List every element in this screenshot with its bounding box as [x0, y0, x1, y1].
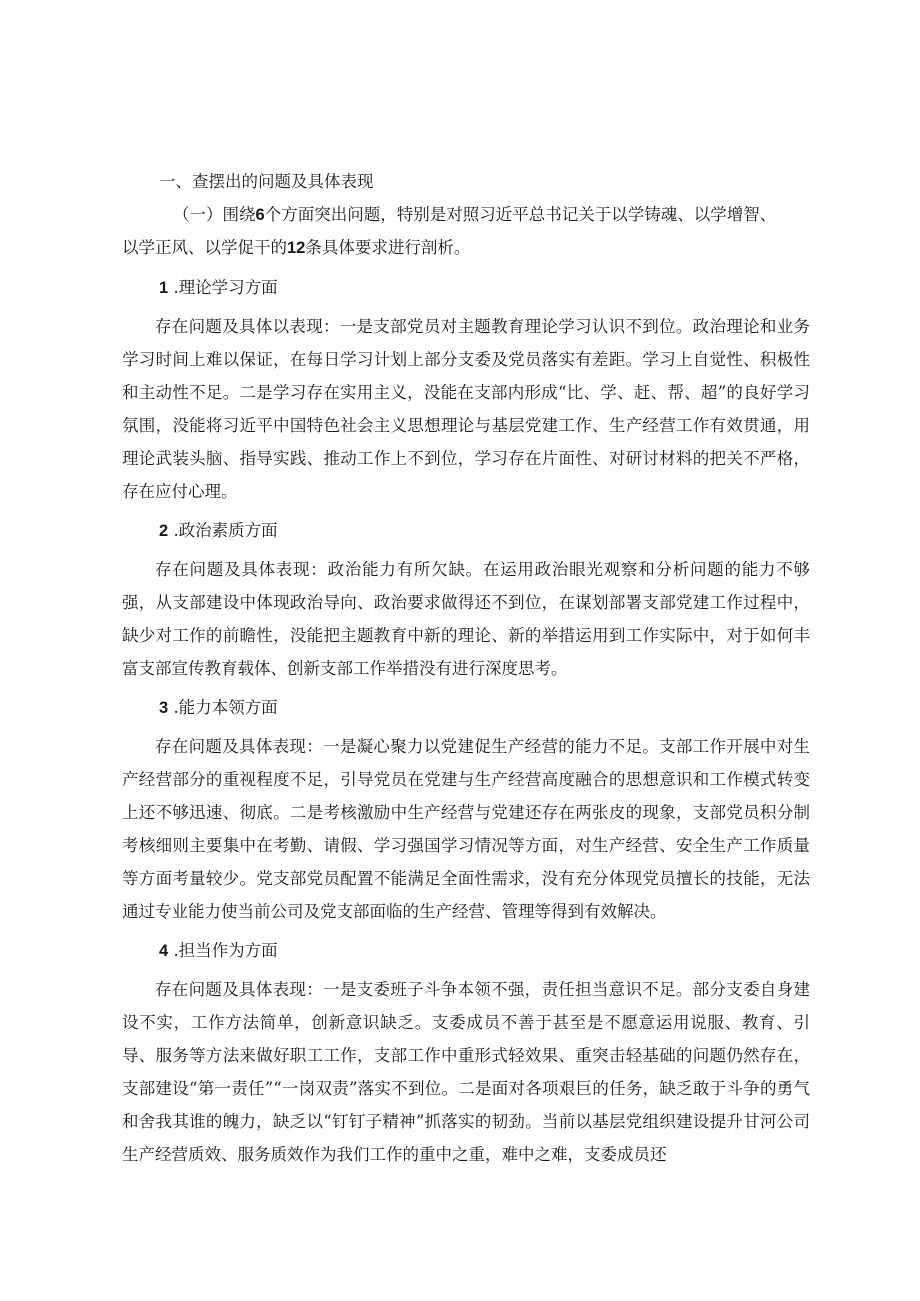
item-title: .理论学习方面	[173, 278, 278, 297]
item-title: .政治素质方面	[173, 521, 278, 540]
paragraph: 存在问题及具体表现：政治能力有所欠缺。在运用政治眼光观察和分析问题的能力不够强，从支部建设中体现政治导向、政治要求做得还不到位，在谋划部署支部党建工作过程中，缺少对工作的前瞻性，没能把主题教育中新的理论、新的举措运用到工作实际中，对于如何丰富支部宣传教育载体、创新支部工作举措没有进行深度思考。	[122, 560, 810, 678]
item-heading-ability	[122, 691, 810, 724]
item-number: 3	[159, 699, 169, 717]
item-body-ability	[122, 730, 810, 928]
document-body	[122, 165, 810, 1171]
subsection-intro-continued	[122, 231, 810, 265]
section-heading: 一、查摆出的问题及具体表现	[159, 172, 374, 191]
item-heading-responsibility	[122, 934, 810, 967]
item-number: 2	[159, 522, 169, 540]
paragraph: 存在问题及具体以表现：一是支部党员对主题教育理论学习认识不到位。政治理论和业务学习时间上难以保证，在每日学习计划上部分支委及党员落实有差距。学习上自觉性、积极性和主动性不足。二是学习存在实用主义，没能在支部内形成“比、学、赶、帮、超”的良好学习氛围，没能将习近平中国特色社会主义思想理论与基层党建工作、生产经营工作有效贯通，用理论武装头脑、指导实践、推动工作上不到位，学习存在片面性、对研讨材料的把关不严格，存在应付心理。	[122, 317, 810, 501]
item-body-political-quality	[122, 553, 810, 685]
paragraph: 存在问题及具体表现：一是凝心聚力以党建促生产经营的能力不足。支部工作开展中对生产经营部分的重视程度不足，引导党员在党建与生产经营高度融合的思想意识和工作模式转变上还不够迅速、彻底。二是考核激励中生产经营与党建还存在两张皮的现象，支部党员积分制考核细则主要集中在考勤、请假、学习强国学习情况等方面，对生产经营、安全生产工作质量等方面考量较少。党支部党员配置不能满足全面性需求，没有充分体现党员擅长的技能，无法通过专业能力使当前公司及党支部面临的生产经营、管理等得到有效解决。	[122, 737, 810, 921]
item-title: .能力本领方面	[173, 698, 278, 717]
paragraph: 存在问题及具体表现：一是支委班子斗争本领不强，责任担当意识不足。部分支委自身建设不实，工作方法简单，创新意识缺乏。支委成员不善于甚至是不愿意运用说服、教育、引导、服务等方法来做好职工工作，支部工作中重形式轻效果、重突击轻基础的问题仍然存在，支部建设“第一责任”“一岗双责”落实不到位。二是面对各项艰巨的任务，缺乏敢于斗争的勇气和舍我其谁的魄力，缺乏以“钉钉子精神”抓落实的韧劲。当前以基层党组织建设提升甘河公司生产经营质效、服务质效作为我们工作的重中之重，难中之难，支委成员还	[122, 980, 810, 1164]
item-title: .担当作为方面	[173, 941, 278, 960]
item-number: 1	[159, 279, 169, 297]
item-body-theory-study	[122, 310, 810, 508]
item-heading-political-quality	[122, 514, 810, 547]
subsection-line2-prefix: 以学正风、以学促干的	[122, 238, 287, 257]
item-body-responsibility	[122, 973, 810, 1171]
subsection-middle: 个方面突出问题，特别是对照习近平总书记关于以学铸魂、以学增智、	[264, 205, 777, 224]
item-number: 4	[159, 942, 169, 960]
subsection-prefix: （一）围绕	[173, 205, 256, 224]
requirement-count: 12	[287, 239, 306, 257]
subsection-intro	[122, 198, 810, 231]
item-heading-theory-study	[122, 271, 810, 304]
aspect-count: 6	[255, 206, 265, 224]
subsection-line2-suffix: 条具体要求进行剖析。	[305, 238, 471, 257]
